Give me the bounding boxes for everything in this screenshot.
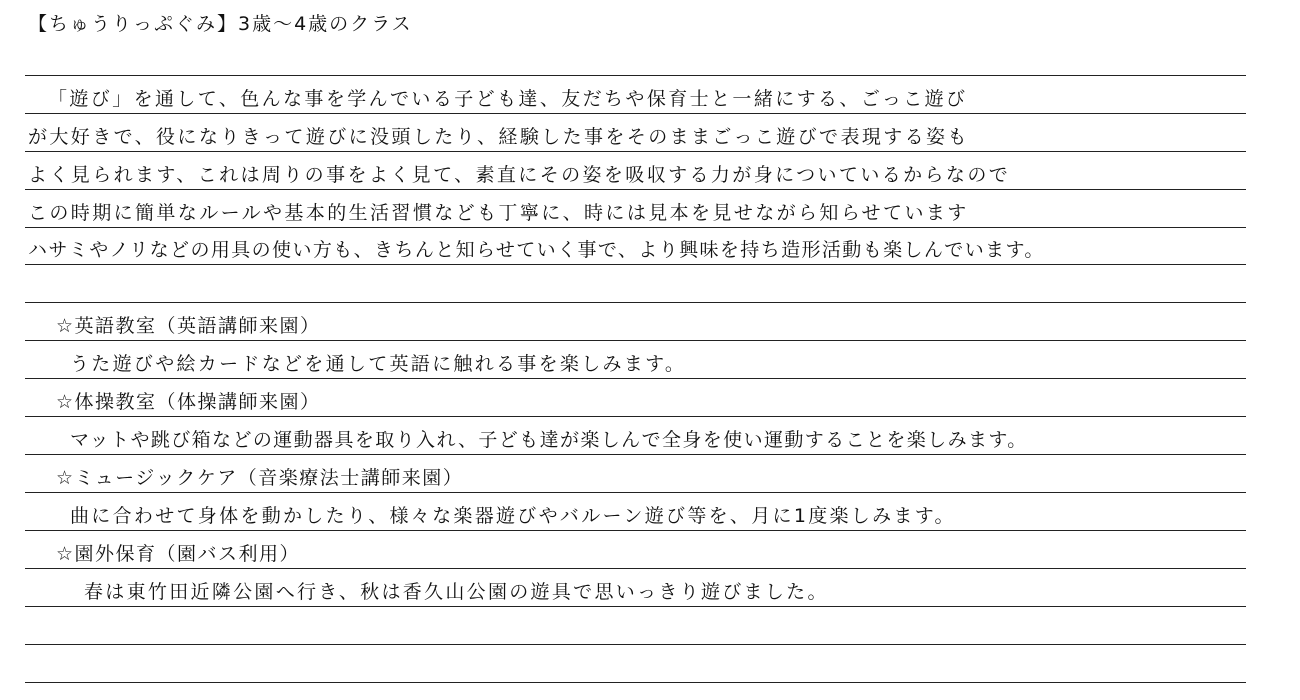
ruled-line	[25, 644, 1246, 645]
paragraph-line: が大好きで、役になりきって遊びに没頭したり、経験した事をそのままごっこ遊びで表現する姿も	[28, 126, 969, 148]
paragraph-line: 「遊び」を通して、色んな事を学んでいる子ども達、友だちや保育士と一緒にする、ごっこ遊び	[48, 88, 968, 110]
paragraph-line: この時期に簡単なルールや基本的生活習慣なども丁寧に、時には見本を見せながら知らせています	[28, 202, 969, 224]
ruled-line	[25, 302, 1246, 303]
program-heading-gymnastics: ☆体操教室（体操講師来園）	[56, 391, 321, 413]
program-description-english: うた遊びや絵カードなどを通して英語に触れる事を楽しみます。	[70, 353, 687, 375]
ruled-line	[25, 75, 1246, 76]
program-description-gymnastics: マットや跳び箱などの運動器具を取り入れ、子ども達が楽しんで全身を使い運動することを楽しみます。	[70, 429, 1028, 451]
program-description-outing: 春は東竹田近隣公園へ行き、秋は香久山公園の遊具で思いっきり遊びました。	[84, 581, 829, 603]
paragraph-line: よく見られます、これは周りの事をよく見て、素直にその姿を吸収する力が身についているからなので	[28, 164, 1011, 186]
program-heading-music-care: ☆ミュージックケア（音楽療法士講師来園）	[56, 467, 464, 489]
class-title: 【ちゅうりっぷぐみ】3歳～4歳のクラス	[28, 13, 413, 35]
program-heading-outing: ☆園外保育（園バス利用）	[56, 543, 301, 565]
paragraph-line: ハサミやノリなどの用具の使い方も、きちんと知らせていく事で、より興味を持ち造形活動も楽しんでいます。	[28, 239, 1045, 261]
program-description-music-care: 曲に合わせて身体を動かしたり、様々な楽器遊びやバルーン遊び等を、月に1度楽しみます。	[70, 505, 956, 527]
ruled-line	[25, 682, 1246, 683]
program-heading-english: ☆英語教室（英語講師来園）	[56, 315, 321, 337]
